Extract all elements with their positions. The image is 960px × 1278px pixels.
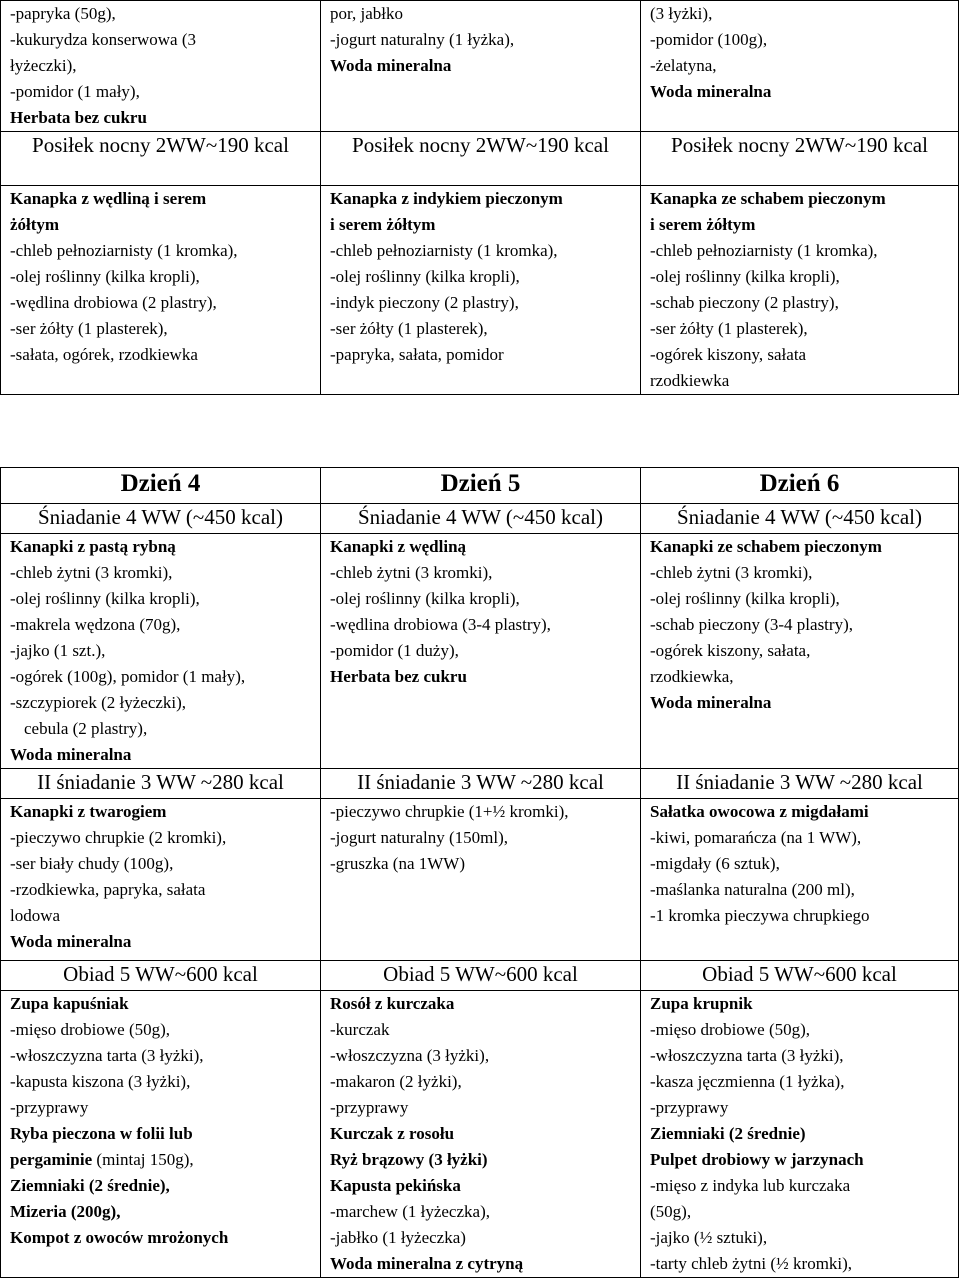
- text-line: Kanapki z pastą rybną: [10, 537, 176, 556]
- text-line: Zupa krupnik: [650, 994, 753, 1013]
- text-line: -gruszka (na 1WW): [330, 854, 465, 873]
- text-line: -papryka (50g),: [10, 4, 116, 23]
- text-line: Herbata bez cukru: [330, 667, 467, 686]
- text-line: -jajko (1 szt.),: [10, 641, 106, 660]
- text-line: Kompot z owoców mrożonych: [10, 1228, 229, 1247]
- text-line: -ser żółty (1 plasterek),: [10, 319, 168, 338]
- text-line: Woda mineralna: [650, 82, 772, 101]
- breakfast-header: Śniadanie 4 WW (~450 kcal): [321, 504, 641, 534]
- continued-cell: [641, 1, 959, 132]
- text-line: -przyprawy: [650, 1098, 729, 1117]
- text-line: Kanapki z twarogiem: [10, 802, 167, 821]
- text-line: -pieczywo chrupkie (2 kromki),: [10, 828, 227, 847]
- text-line: -kiwi, pomarańcza (na 1 WW),: [650, 828, 862, 847]
- second-breakfast-header: II śniadanie 3 WW ~280 kcal: [1, 769, 321, 799]
- text-line: [10, 1147, 320, 1173]
- text-line: por, jabłko: [330, 4, 403, 23]
- text-line: -pomidor (1 duży),: [330, 641, 459, 660]
- text-line: -indyk pieczony (2 plastry),: [330, 293, 519, 312]
- text-line: -żelatyna,: [650, 56, 717, 75]
- text-line: -szczypiorek (2 łyżeczki),: [10, 693, 187, 712]
- meal-cell: [1, 186, 321, 395]
- text-line: Woda mineralna: [10, 932, 132, 951]
- text-line: Woda mineralna: [10, 745, 132, 764]
- lunch-header: Obiad 5 WW~600 kcal: [321, 961, 641, 991]
- lunch-cell: [321, 991, 641, 1278]
- text-line: -pomidor (1 mały),: [10, 82, 140, 101]
- text-line: -olej roślinny (kilka kropli),: [10, 267, 200, 286]
- text-line: Kanapka z indykiem pieczonym: [330, 189, 563, 208]
- lunch-cell: [641, 991, 959, 1278]
- text-line: -chleb pełnoziarnisty (1 kromka),: [330, 241, 558, 260]
- text-line: -marchew (1 łyżeczka),: [330, 1202, 490, 1221]
- breakfast-cell: [1, 534, 321, 769]
- text-line: -ser żółty (1 plasterek),: [650, 319, 808, 338]
- text-line: -olej roślinny (kilka kropli),: [650, 267, 840, 286]
- breakfast-cell: [641, 534, 959, 769]
- text-line: -pieczywo chrupkie (1+½ kromki),: [330, 802, 569, 821]
- text-line: -schab pieczony (2 plastry),: [650, 293, 839, 312]
- text-line: -mięso drobiowe (50g),: [650, 1020, 811, 1039]
- text-line: Pulpet drobiowy w jarzynach: [650, 1150, 864, 1169]
- text-line: (3 łyżki),: [650, 4, 713, 23]
- breakfast-cell: [321, 534, 641, 769]
- text-line: -tarty chleb żytni (½ kromki),: [650, 1254, 853, 1273]
- continued-cell: [321, 1, 641, 132]
- text-line: Kanapki z wędliną: [330, 537, 467, 556]
- text-line: cebula (2 plastry),: [24, 719, 148, 738]
- text-line: Kanapki ze schabem pieczonym: [650, 537, 882, 556]
- text-line: Ziemniaki (2 średnie): [650, 1124, 806, 1143]
- text-line: -rzodkiewka, papryka, sałata: [10, 880, 206, 899]
- text-line: -włoszczyzna tarta (3 łyżki),: [650, 1046, 844, 1065]
- lunch-cell: [1, 991, 321, 1278]
- text-line: -papryka, sałata, pomidor: [330, 345, 504, 364]
- text-line: -olej roślinny (kilka kropli),: [10, 589, 200, 608]
- text-line: Woda mineralna: [650, 693, 772, 712]
- text-line: -chleb żytni (3 kromki),: [10, 563, 173, 582]
- text-line: -olej roślinny (kilka kropli),: [330, 267, 520, 286]
- text-line: -ser biały chudy (100g),: [10, 854, 174, 873]
- text-line: -ser żółty (1 plasterek),: [330, 319, 488, 338]
- meal-cell: [641, 186, 959, 395]
- meal-header: Posiłek nocny 2WW~190 kcal: [321, 132, 641, 186]
- text-line: Kanapka ze schabem pieczonym: [650, 189, 886, 208]
- second-breakfast-header: II śniadanie 3 WW ~280 kcal: [641, 769, 959, 799]
- text-line: -jabłko (1 łyżeczka): [330, 1228, 466, 1247]
- text-line: Kurczak z rosołu: [330, 1124, 455, 1143]
- text-line: rzodkiewka,: [650, 667, 734, 686]
- meal-cell: [321, 186, 641, 395]
- text-line: -olej roślinny (kilka kropli),: [650, 589, 840, 608]
- text-line: (50g),: [650, 1202, 692, 1221]
- text-line: Woda mineralna z cytryną: [330, 1254, 524, 1273]
- text-line: -przyprawy: [330, 1098, 409, 1117]
- text-line: Ziemniaki (2 średnie),: [10, 1176, 170, 1195]
- text-line: Sałatka owocowa z migdałami: [650, 802, 869, 821]
- text-line: żółtym: [10, 215, 60, 234]
- text-line: -kapusta kiszona (3 łyżki),: [10, 1072, 191, 1091]
- text-line: -mięso drobiowe (50g),: [10, 1020, 171, 1039]
- second-breakfast-cell: [1, 799, 321, 961]
- lunch-header: Obiad 5 WW~600 kcal: [1, 961, 321, 991]
- text-line: -ogórek kiszony, sałata,: [650, 641, 811, 660]
- text-line: -1 kromka pieczywa chrupkiego: [650, 906, 870, 925]
- text-line: -chleb żytni (3 kromki),: [330, 563, 493, 582]
- text-line: Zupa kapuśniak: [10, 994, 129, 1013]
- text-line: Ryż brązowy (3 łyżki): [330, 1150, 488, 1169]
- text-line: -mięso z indyka lub kurczaka: [650, 1176, 851, 1195]
- text-line: -olej roślinny (kilka kropli),: [330, 589, 520, 608]
- lunch-header: Obiad 5 WW~600 kcal: [641, 961, 959, 991]
- text-line: rzodkiewka: [650, 371, 730, 390]
- second-breakfast-header: II śniadanie 3 WW ~280 kcal: [321, 769, 641, 799]
- second-breakfast-cell: [321, 799, 641, 961]
- text-line: Mizeria (200g),: [10, 1202, 121, 1221]
- text-line: Ryba pieczona w folii lub: [10, 1124, 193, 1143]
- meal-header: Posiłek nocny 2WW~190 kcal: [1, 132, 321, 186]
- days-meal-table: [0, 467, 959, 1278]
- text-line: -włoszczyzna tarta (3 łyżki),: [10, 1046, 204, 1065]
- text-line: -makrela wędzona (70g),: [10, 615, 181, 634]
- text-line: -ogórek (100g), pomidor (1 mały),: [10, 667, 246, 686]
- text-line: i serem żółtym: [650, 215, 756, 234]
- text-line: -chleb żytni (3 kromki),: [650, 563, 813, 582]
- text-line: -chleb pełnoziarnisty (1 kromka),: [10, 241, 238, 260]
- breakfast-header: Śniadanie 4 WW (~450 kcal): [1, 504, 321, 534]
- text-line: -kurczak: [330, 1020, 390, 1039]
- second-breakfast-cell: [641, 799, 959, 961]
- text-line: Kapusta pekińska: [330, 1176, 461, 1195]
- text-line: łyżeczki),: [10, 56, 77, 75]
- text-line: -makaron (2 łyżki),: [330, 1072, 462, 1091]
- text-line: -wędlina drobiowa (2 plastry),: [10, 293, 217, 312]
- text-line: -jogurt naturalny (1 łyżka),: [330, 30, 515, 49]
- text-line: -wędlina drobiowa (3-4 plastry),: [330, 615, 551, 634]
- text-line: -ogórek kiszony, sałata: [650, 345, 807, 364]
- text-line: -jajko (½ sztuki),: [650, 1228, 768, 1247]
- breakfast-header: Śniadanie 4 WW (~450 kcal): [641, 504, 959, 534]
- text-line: -kasza jęczmienna (1 łyżka),: [650, 1072, 845, 1091]
- day-heading: Dzień 4: [1, 468, 321, 504]
- text-line: i serem żółtym: [330, 215, 436, 234]
- text-line: Herbata bez cukru: [10, 108, 147, 127]
- text-line: -pomidor (100g),: [650, 30, 768, 49]
- day-heading: Dzień 5: [321, 468, 641, 504]
- text-line: -przyprawy: [10, 1098, 89, 1117]
- text-line: -kukurydza konserwowa (3: [10, 30, 196, 49]
- text-line: Kanapka z wędliną i serem: [10, 189, 207, 208]
- text-line: lodowa: [10, 906, 61, 925]
- text-line: -maślanka naturalna (200 ml),: [650, 880, 855, 899]
- day-heading: Dzień 6: [641, 468, 959, 504]
- top-meal-table: [0, 0, 959, 395]
- text-line: -schab pieczony (3-4 plastry),: [650, 615, 853, 634]
- text-segment: (mintaj 150g),: [92, 1150, 194, 1169]
- text-line: Woda mineralna: [330, 56, 452, 75]
- text-line: -jogurt naturalny (150ml),: [330, 828, 508, 847]
- text-line: -migdały (6 sztuk),: [650, 854, 780, 873]
- text-line: Rosół z kurczaka: [330, 994, 455, 1013]
- text-line: -chleb pełnoziarnisty (1 kromka),: [650, 241, 878, 260]
- meal-header: Posiłek nocny 2WW~190 kcal: [641, 132, 959, 186]
- text-segment: pergaminie: [10, 1150, 93, 1169]
- text-line: -włoszczyzna (3 łyżki),: [330, 1046, 490, 1065]
- text-line: -sałata, ogórek, rzodkiewka: [10, 345, 198, 364]
- continued-cell: [1, 1, 321, 132]
